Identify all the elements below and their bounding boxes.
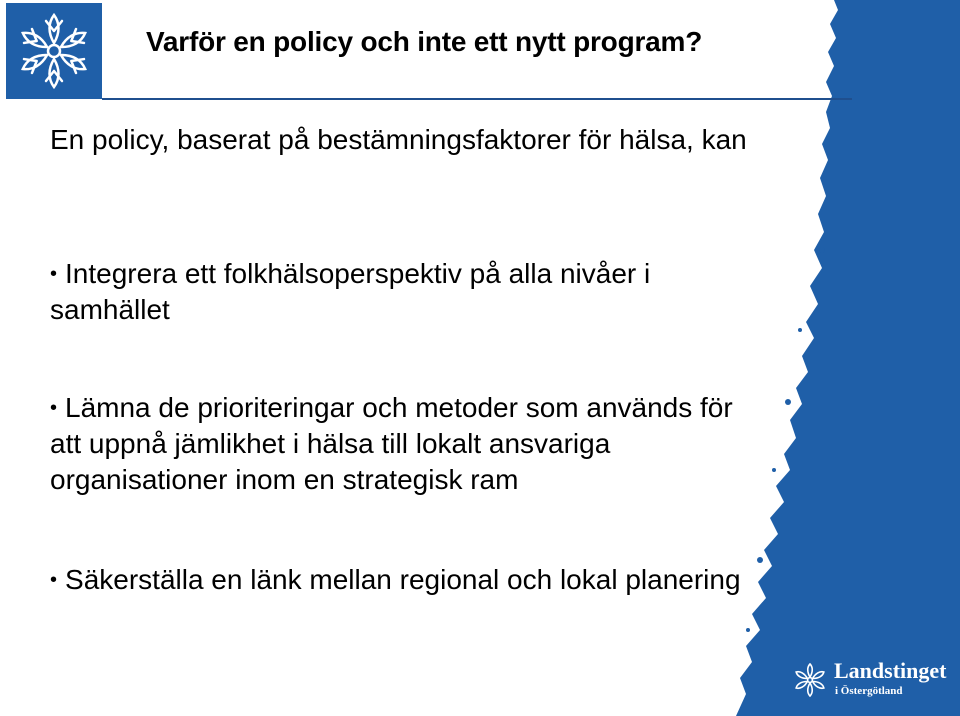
intro-text: En policy, baserat på bestämningsfaktorer för hälsa, kan: [50, 124, 747, 155]
bullet-dot: •: [50, 569, 58, 591]
coastline-band-decoration: [730, 0, 960, 716]
bullet-item: [50, 390, 750, 498]
bullet-text: Integrera ett folkhälsoperspektiv på alla nivåer i samhället: [50, 258, 651, 325]
bullet-dot: •: [50, 397, 58, 419]
logo-box: [6, 3, 102, 99]
bullet-item: [50, 562, 750, 598]
brand-logo: [792, 658, 952, 704]
brand-name: Landstinget: [834, 658, 947, 683]
bullet-text: Säkerställa en länk mellan regional och lokal planering: [65, 564, 741, 595]
bullet-text: Lämna de prioriteringar och metoder som används för att uppnå jämlikhet i hälsa till lokalt ansvariga organisationer inom en strategisk ram: [50, 392, 733, 495]
bullet-dot: •: [50, 263, 58, 285]
slide-title: Varför en policy och inte ett nytt program?: [146, 26, 703, 57]
brand-subname: i Östergötland: [835, 685, 903, 697]
snowflake-flower-icon: [792, 662, 828, 698]
title-divider: [102, 98, 852, 100]
bullet-item: [50, 256, 750, 328]
snowflake-flower-icon: [6, 3, 102, 99]
